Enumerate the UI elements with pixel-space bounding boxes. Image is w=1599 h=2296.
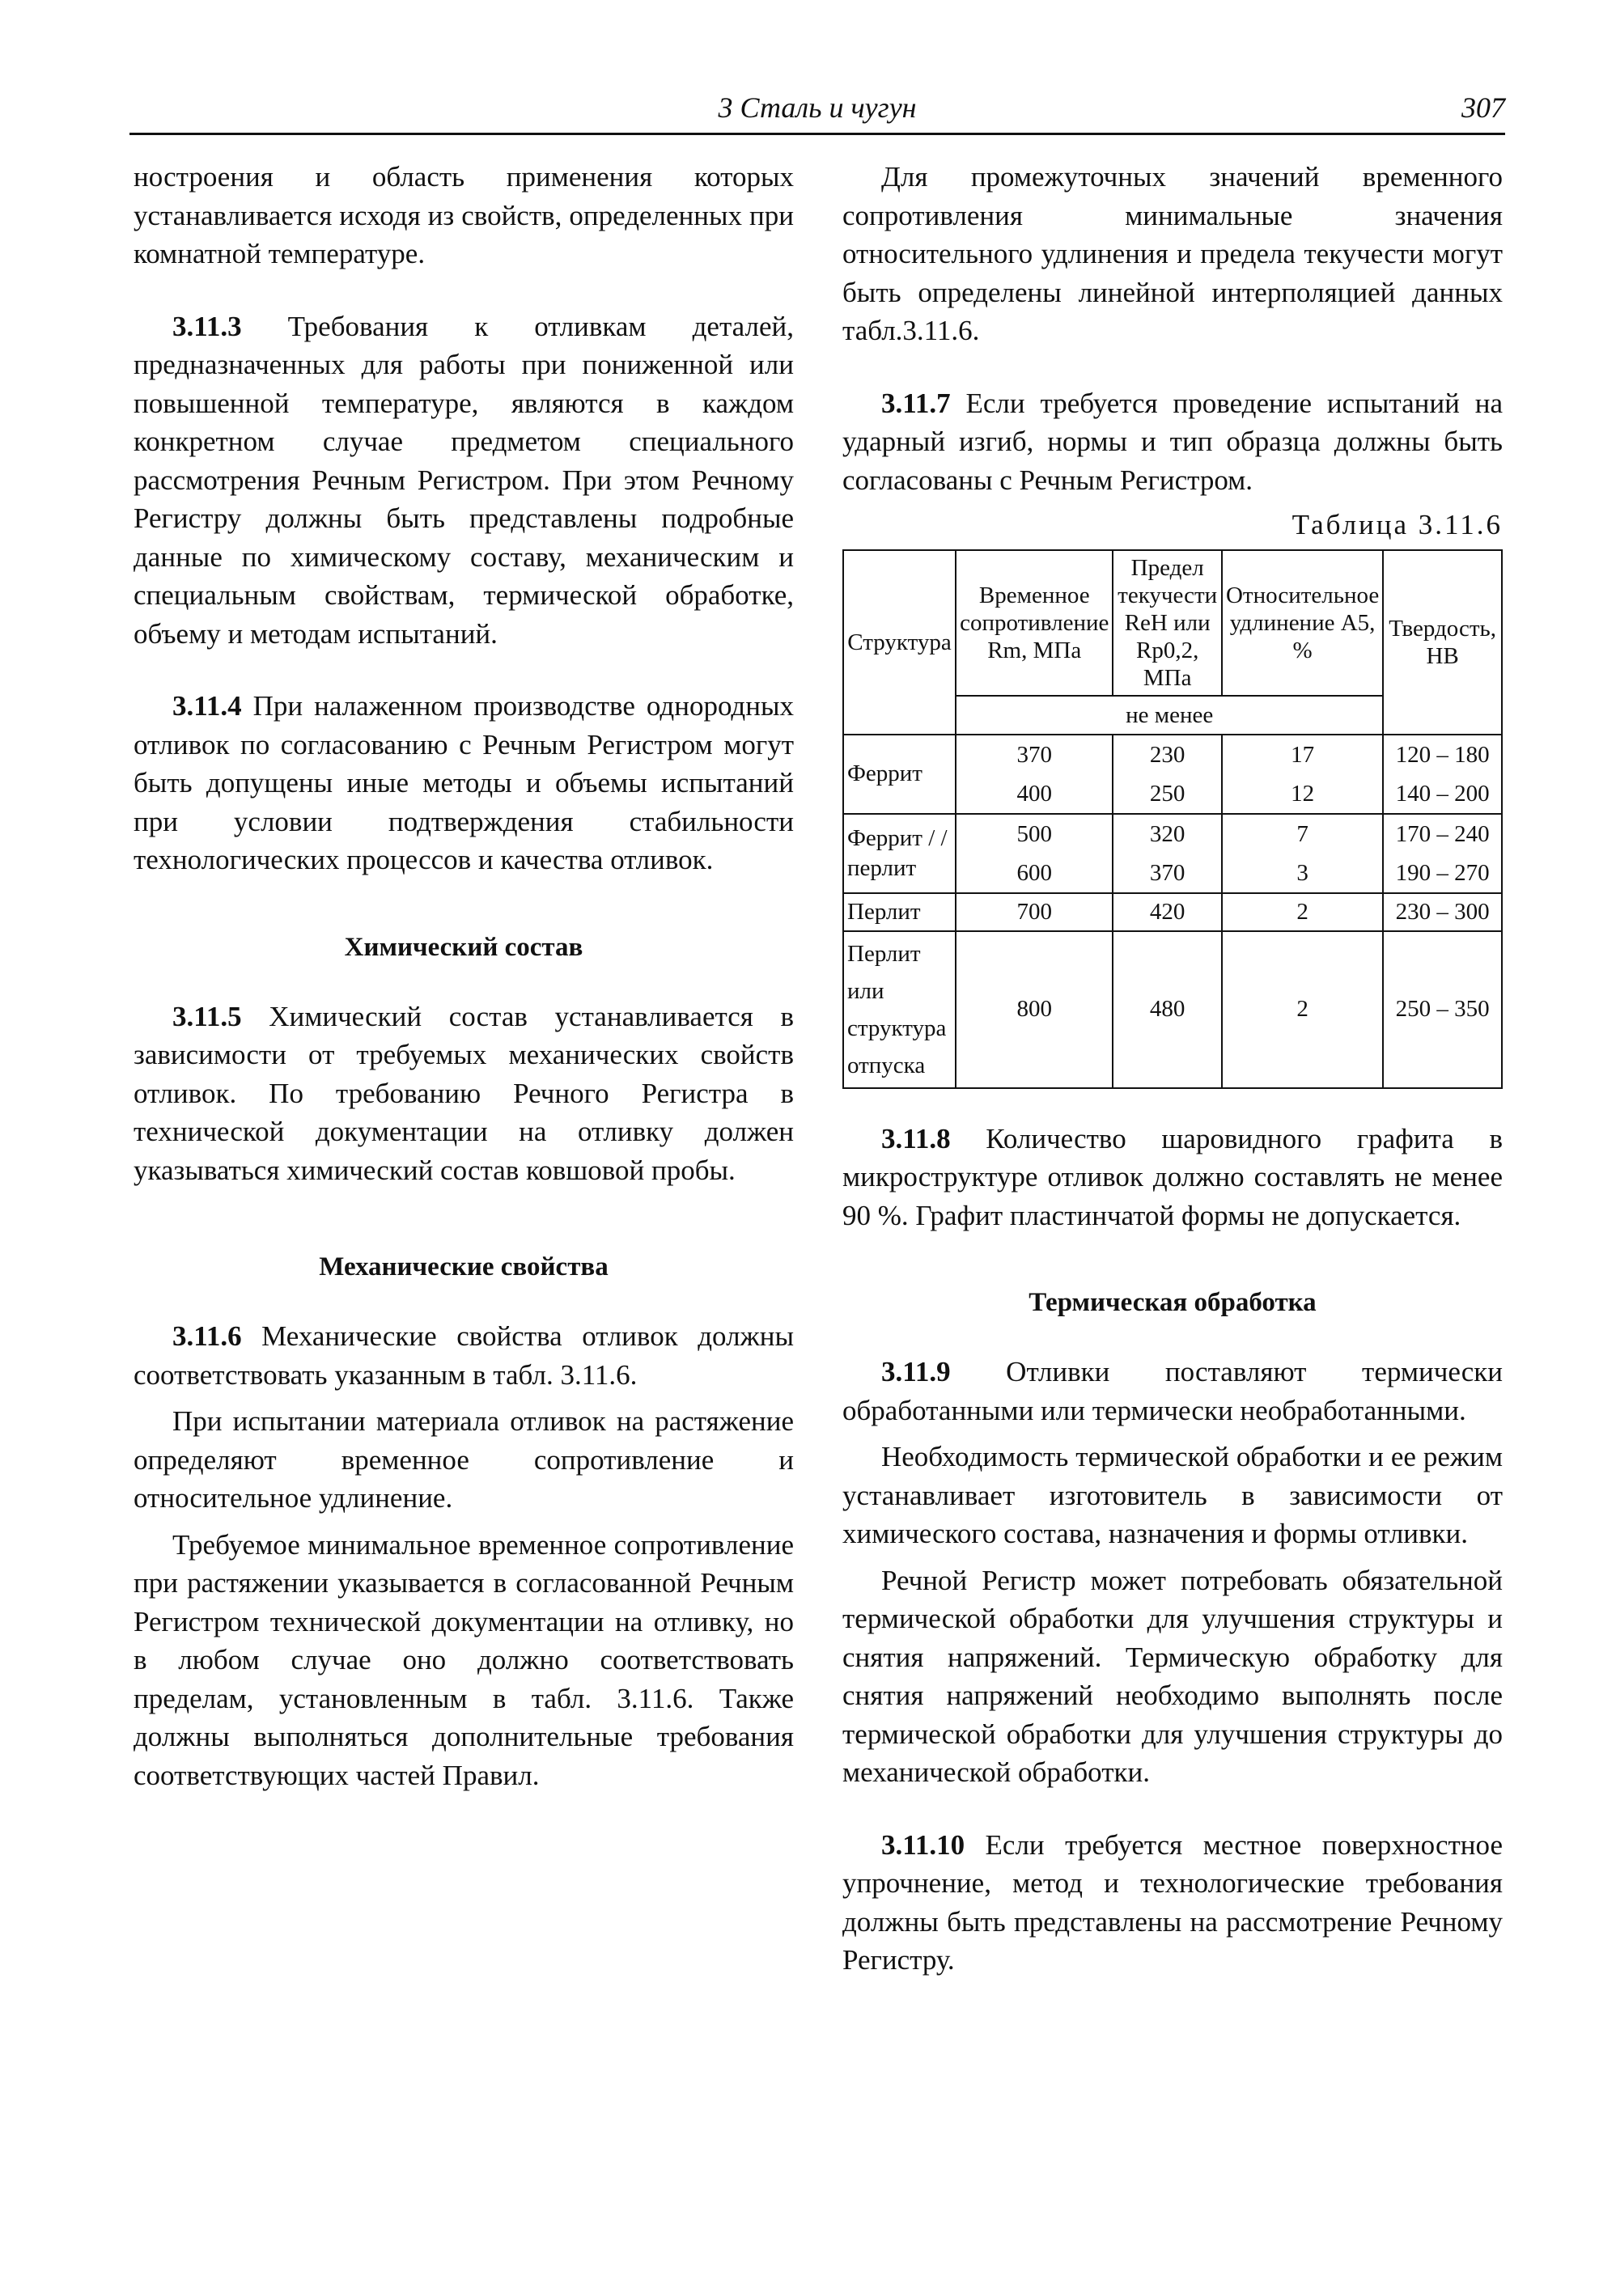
paragraph: Требуемое минимальное временное сопротивление при растяжении указывается в согласованной Речным Регистром технической документации на отливку, но в любом случае оно должно соответствовать пределам, установленным в табл. 3.11.6. Также должны выполняться дополнительные требования соответствующих частей Правил. — [134, 1528, 794, 1791]
page-number: 307 — [1461, 91, 1505, 124]
value: 400 — [1016, 780, 1052, 807]
cell-yield — [1113, 735, 1222, 814]
value: 250 — [1149, 780, 1185, 807]
cell-tensile: 800 — [956, 931, 1113, 1088]
cell-elongation: 2 — [1222, 893, 1383, 931]
cell-tensile: 700 — [956, 893, 1113, 931]
value: 600 — [1016, 859, 1052, 886]
clause-text: Отливки поставляют термически обработанными или термически необработанными. — [842, 1356, 1503, 1426]
clause-number: 3.11.5 — [172, 1000, 242, 1032]
clause-text: Если требуется проведение испытаний на ударный изгиб, нормы и тип образца должны быть согласованы с Речным Регистром. — [842, 387, 1503, 496]
paragraph: Необходимость термической обработки и ее режим устанавливает изготовитель в зависимости от химического состава, назначения и формы отливки. — [842, 1441, 1503, 1549]
clause-text: Механические свойства отливок должны соответствовать указанным в табл. 3.11.6. — [134, 1320, 794, 1391]
value: 500 — [1016, 820, 1052, 847]
paragraph: Для промежуточных значений временного сопротивления минимальные значения относительного удлинения и предела текучести могут быть определены линейной интерполяцией данных табл.3.11.6. — [842, 161, 1503, 346]
value: 7 — [1296, 820, 1308, 847]
cell-hardness — [1383, 814, 1502, 893]
properties-table — [842, 549, 1503, 1089]
value: 370 — [1149, 859, 1185, 886]
cell-structure: Феррит — [843, 735, 956, 814]
value: 320 — [1149, 820, 1185, 847]
running-header — [129, 91, 1505, 135]
value: 370 — [1016, 741, 1052, 768]
cell-yield: 480 — [1113, 931, 1222, 1088]
paragraph-3-11-3 — [134, 307, 794, 654]
section-heading-chemical: Химический состав — [344, 932, 583, 962]
paragraph: ностроения и область применения которых устанавливается исходя из свойств, определенных при комнатной температуре. — [134, 161, 794, 269]
value: 3 — [1296, 859, 1308, 886]
cell-elongation — [1222, 735, 1383, 814]
header-structure: Структура — [843, 550, 956, 735]
table-caption: Таблица 3.11.6 — [1292, 509, 1503, 540]
clause-text: Химический состав устанавливается в зависимости от требуемых механических свойств отливок. По требованию Речного Регистра в технической документации на отливку должен указываться химический состав ковшовой пробы. — [134, 1000, 794, 1186]
cell-hardness: 250 – 350 — [1383, 931, 1502, 1088]
left-column — [134, 158, 794, 1794]
value: 17 — [1291, 741, 1315, 768]
value: 230 — [1149, 741, 1185, 768]
paragraph-3-11-10 — [842, 1826, 1503, 1980]
value: 190 – 270 — [1395, 859, 1490, 886]
cell-tensile — [956, 814, 1113, 893]
cell-structure: Феррит / / перлит — [843, 814, 956, 893]
clause-number: 3.11.4 — [172, 690, 242, 722]
right-column — [842, 158, 1503, 1980]
value: 12 — [1291, 780, 1315, 807]
header-hardness: Твердость, НВ — [1383, 550, 1502, 735]
header-yield: Предел текучести ReH или Rp0,2, МПа — [1113, 550, 1222, 696]
paragraph-3-11-8 — [842, 1120, 1503, 1235]
section-heading-heat-treatment: Термическая обработка — [1029, 1288, 1317, 1317]
cell-elongation — [1222, 814, 1383, 893]
cell-tensile — [956, 735, 1113, 814]
cell-yield — [1113, 814, 1222, 893]
cell-yield: 420 — [1113, 893, 1222, 931]
table-row — [843, 814, 1502, 893]
clause-text: Требования к отливкам деталей, предназначенных для работы при пониженной или повышенной температуре, являются в каждом конкретном случае предметом специального рассмотрения Речным Регистром. При этом Речному Регистру должны быть представлены подробные данные по химическому составу, механическим и специальным свойствам, термической обработке, объему и методам испытаний. — [134, 310, 794, 650]
header-elongation: Относительное удлинение A5, % — [1222, 550, 1383, 696]
paragraph-3-11-9 — [842, 1353, 1503, 1430]
clause-number: 3.11.6 — [172, 1320, 242, 1352]
running-title: 3 Сталь и чугун — [718, 91, 917, 124]
clause-text: Количество шаровидного графита в микроструктуре отливок должно составлять не менее 90 %. Графит пластинчатой формы не допускается. — [842, 1122, 1503, 1231]
table-row — [843, 735, 1502, 814]
table-row — [843, 931, 1502, 1088]
clause-text: При налаженном производстве однородных отливок по согласованию с Речным Регистром могут быть допущены иные методы и объемы испытаний при условии подтверждения стабильности технологических процессов и качества отливок. — [134, 690, 794, 875]
clause-number: 3.11.3 — [172, 310, 242, 342]
clause-number: 3.11.7 — [881, 387, 951, 419]
clause-number: 3.11.8 — [881, 1122, 951, 1154]
cell-hardness: 230 – 300 — [1383, 893, 1502, 931]
cell-elongation: 2 — [1222, 931, 1383, 1088]
paragraph: При испытании материала отливок на растяжение определяют временное сопротивление и относительное удлинение. — [134, 1405, 794, 1514]
cell-hardness — [1383, 735, 1502, 814]
value: 170 – 240 — [1395, 820, 1490, 847]
paragraph-3-11-4 — [134, 687, 794, 879]
value: 140 – 200 — [1395, 780, 1490, 807]
clause-number: 3.11.9 — [881, 1356, 951, 1387]
paragraph-3-11-7 — [842, 384, 1503, 500]
paragraph-3-11-6 — [134, 1317, 794, 1394]
cell-structure: Перлит или структура отпуска — [843, 931, 956, 1088]
value: 120 – 180 — [1395, 741, 1490, 768]
cell-structure: Перлит — [843, 893, 956, 931]
table-row — [843, 893, 1502, 931]
header-tensile: Временное сопротивление Rm, МПа — [956, 550, 1113, 696]
section-heading-mechanical: Механические свойства — [319, 1252, 609, 1281]
min-note: не менее — [956, 696, 1383, 735]
paragraph: Речной Регистр может потребовать обязательной термической обработки для улучшения структуры и снятия напряжений. Термическую обработку для снятия напряжений необходимо выполнять после термической обработки для улучшения структуры до механической обработки. — [842, 1564, 1503, 1788]
clause-number: 3.11.10 — [881, 1828, 965, 1861]
clause-text: Если требуется местное поверхностное упрочнение, метод и технологические требования должны быть представлены на рассмотрение Речному Регистру. — [842, 1828, 1503, 1976]
paragraph-3-11-5 — [134, 998, 794, 1190]
